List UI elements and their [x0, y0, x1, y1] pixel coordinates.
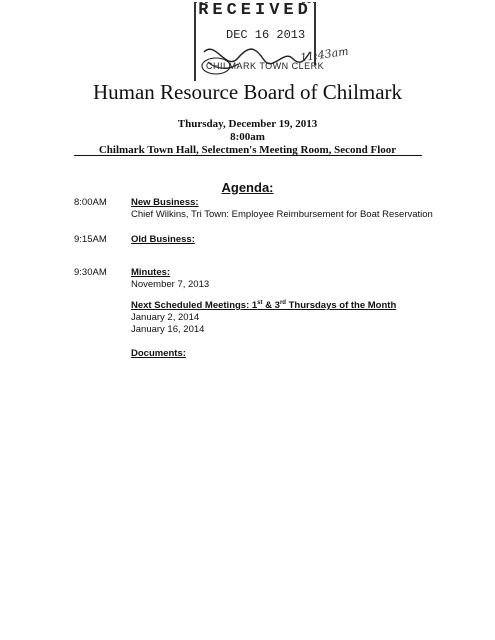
agenda-time: 8:00AM	[74, 197, 107, 208]
meeting-location: Chilmark Town Hall, Selectmen's Meeting Room, Second Floor	[98, 144, 397, 156]
document-title: Human Resource Board of Chilmark	[92, 80, 403, 104]
agenda-item-heading: Old Business:	[131, 234, 195, 245]
next-meeting-date: January 2, 2014	[131, 312, 200, 323]
agenda-item-heading: New Business:	[131, 197, 199, 208]
agenda-time: 9:30AM	[74, 267, 107, 278]
agenda-heading: Agenda:	[221, 180, 274, 195]
received-stamp	[186, 0, 324, 85]
next-meetings-heading: Next Scheduled Meetings: 1st & 3rd Thursdays of the Month	[131, 300, 397, 312]
agenda-item-detail: Chief Wilkins, Tri Town: Employee Reimbursement for Boat Reservation	[131, 209, 433, 220]
signature-scribble	[186, 0, 324, 85]
documents-heading: Documents:	[131, 348, 186, 359]
agenda-time: 9:15AM	[74, 234, 107, 245]
header-divider	[74, 155, 422, 156]
next-meeting-date: January 16, 2014	[131, 324, 205, 335]
meeting-time: 8:00am	[230, 131, 265, 143]
stamp-office: CHILMARK TOWN CLERK	[206, 61, 325, 71]
stamp-received-text: RECEIVED	[198, 1, 312, 20]
meeting-date: Thursday, December 19, 2013	[177, 118, 318, 130]
handwritten-time: 11:43am	[299, 44, 350, 65]
agenda-item-detail: November 7, 2013	[131, 279, 210, 290]
agenda-item-heading: Minutes:	[131, 267, 171, 278]
stamp-date: DEC 16 2013	[226, 28, 306, 42]
